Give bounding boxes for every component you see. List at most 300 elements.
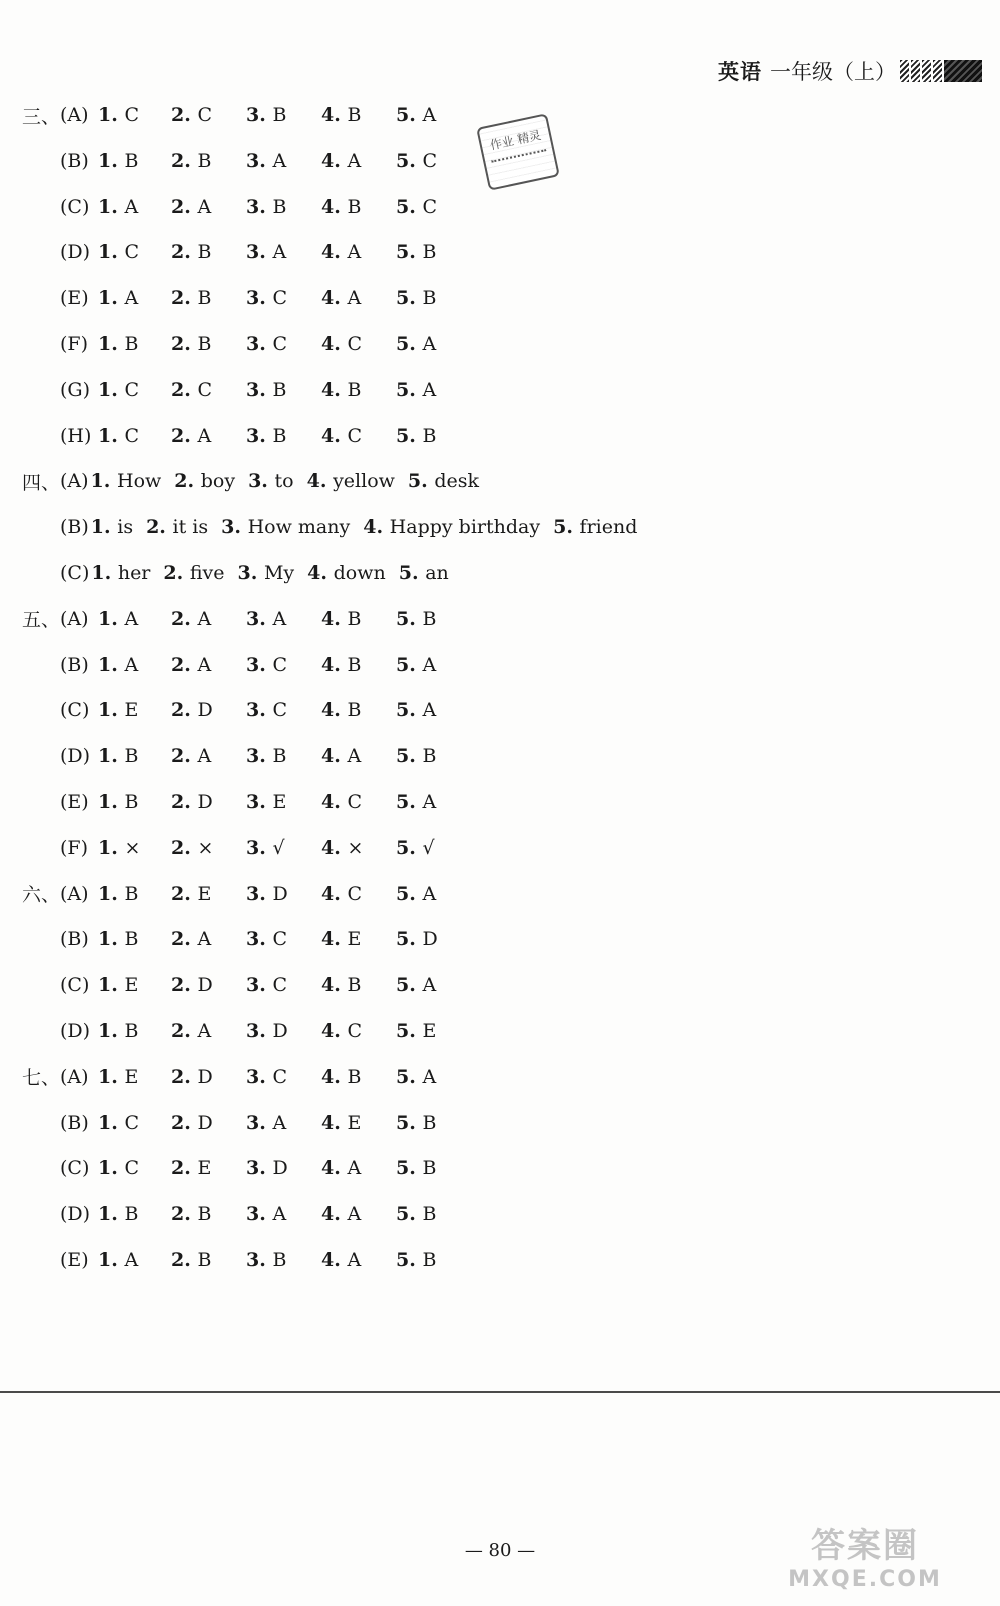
answer-item: 2. it is	[146, 516, 209, 539]
answer-item: 5. A	[396, 653, 437, 676]
subsection-label: (B)	[60, 149, 89, 172]
answer-item: 5. B	[396, 1249, 437, 1271]
answer-item: 4. B	[321, 699, 362, 722]
answer-item: 4. C	[321, 882, 362, 905]
answer-text: My	[263, 562, 295, 584]
answer-row	[22, 1108, 722, 1138]
answer-item: 4. B	[321, 653, 362, 676]
answer-item: 2. D	[171, 699, 213, 722]
answer-item: 4. B	[321, 1065, 362, 1088]
answer-item: 2. A	[171, 195, 212, 218]
answer-row	[22, 421, 722, 451]
answer-item: 4. A	[321, 745, 362, 768]
answer-text: E	[347, 928, 362, 951]
answer-item: 3. C	[246, 699, 287, 722]
answer-item: 5. E	[396, 1020, 437, 1042]
section-number: 六、	[22, 884, 61, 907]
answer-text: an	[425, 562, 449, 584]
answer-item: 5. B	[396, 607, 437, 630]
answer-item: 4. E	[321, 928, 362, 951]
answer-item: 4. E	[321, 1111, 362, 1134]
answer-row	[22, 1062, 722, 1092]
subsection-label: (F)	[60, 836, 89, 859]
answer-item: 1. C	[98, 1111, 139, 1134]
answer-text: A	[197, 1020, 212, 1042]
answer-text: B	[197, 1249, 212, 1271]
answer-item: 3. B	[246, 1249, 287, 1271]
answer-text: D	[197, 791, 213, 813]
answer-text: B	[272, 378, 287, 401]
answer-text: A	[422, 104, 437, 126]
answer-item: 1. A	[98, 195, 139, 218]
answer-text: B	[272, 195, 287, 218]
answer-text: C	[124, 378, 139, 401]
answer-text: C	[272, 287, 287, 310]
answer-item: 4. A	[321, 287, 362, 310]
answer-text: desk	[434, 470, 480, 493]
answer-text: E	[422, 1020, 437, 1042]
answer-item: 4. C	[321, 1020, 362, 1042]
answer-text: C	[347, 333, 362, 355]
answer-item: 5. B	[396, 1111, 437, 1134]
subsection-label: (B)	[60, 1111, 89, 1134]
answer-item: 3. C	[246, 974, 287, 997]
subsection-label: (E)	[60, 791, 89, 813]
answer-item: 5. desk	[407, 470, 480, 493]
answer-item: 3. A	[246, 1203, 287, 1226]
answer-text: B	[197, 287, 212, 310]
answer-text: D	[197, 1065, 213, 1088]
answer-item: 2. B	[171, 287, 212, 310]
answer-item: 2. A	[171, 1020, 212, 1042]
answer-text: C	[272, 699, 287, 722]
subsection-label: (H)	[60, 424, 92, 447]
subsection-label: (C)	[60, 195, 90, 218]
answer-text: A	[197, 653, 212, 676]
answer-item: 2. B	[171, 241, 212, 264]
answer-text: B	[124, 791, 139, 813]
answer-text: B	[197, 1203, 212, 1226]
answer-text: B	[124, 882, 139, 905]
answer-text: five	[189, 562, 225, 584]
answer-item: 5. A	[396, 882, 437, 905]
answer-text: B	[197, 241, 212, 264]
answer-item: 2. C	[171, 104, 212, 126]
answer-item: 3. C	[246, 928, 287, 951]
subsection-label: (A)	[60, 104, 89, 126]
answer-text: B	[272, 745, 287, 768]
watermark-text: 答案圈	[811, 1526, 919, 1566]
answer-item: 4. A	[321, 1157, 362, 1180]
answer-row	[22, 970, 722, 1000]
grade-label: 一年级（上）	[770, 60, 896, 84]
answer-text: B	[422, 1111, 437, 1134]
header-pattern-decoration	[900, 60, 982, 82]
answer-text: A	[422, 791, 437, 813]
answer-item: 5. B	[396, 287, 437, 310]
answer-item: 5. C	[396, 149, 437, 172]
answer-item: 3. C	[246, 287, 287, 310]
answer-item: 2. E	[171, 1157, 212, 1180]
answer-row	[22, 1153, 722, 1183]
answer-text: C	[124, 424, 139, 447]
answer-text: B	[347, 1065, 362, 1088]
answer-item: 5. A	[396, 378, 437, 401]
answer-item: 1. E	[98, 699, 139, 722]
answer-text: friend	[579, 516, 638, 539]
answer-row	[22, 604, 722, 634]
answer-item: 4. A	[321, 241, 362, 264]
answer-text: √	[272, 836, 285, 859]
subsection-label: (D)	[60, 745, 91, 768]
answer-item: 5. an	[398, 562, 449, 584]
answer-text: down	[333, 562, 386, 584]
answer-text: C	[124, 1157, 139, 1180]
answer-text: C	[272, 653, 287, 676]
answer-text: A	[347, 1249, 362, 1271]
subsection-label: (D)	[60, 241, 91, 264]
section-number: 四、	[22, 471, 61, 494]
footer-divider	[0, 1391, 1000, 1393]
answer-row	[22, 192, 722, 222]
page-header	[718, 56, 982, 86]
subsection-label: (A)	[60, 882, 89, 905]
answer-item: 5. B	[396, 424, 437, 447]
watermark-url: MXQE.COM	[788, 1567, 942, 1592]
answer-row	[22, 283, 722, 313]
answer-row	[22, 924, 722, 954]
answer-text: B	[422, 287, 437, 310]
answer-item: 2. C	[171, 378, 212, 401]
answer-row	[22, 512, 722, 542]
answer-row	[22, 1199, 722, 1229]
subject-title: 英语	[718, 60, 762, 84]
answer-item: 3. A	[246, 241, 287, 264]
answer-text: A	[272, 241, 287, 264]
answer-row	[22, 1245, 722, 1275]
answer-item: 1. ×	[98, 836, 141, 859]
answer-text: B	[272, 424, 287, 447]
answer-text: A	[422, 333, 437, 355]
answer-item: 3. to	[248, 470, 294, 493]
answer-text: A	[197, 745, 212, 768]
answer-text: E	[197, 1157, 212, 1180]
answer-item: 4. B	[321, 195, 362, 218]
answer-text: D	[197, 1111, 213, 1134]
answer-item: 5. B	[396, 1157, 437, 1180]
answer-item: 4. B	[321, 974, 362, 997]
answer-item: 2. A	[171, 745, 212, 768]
answer-text: D	[197, 974, 213, 997]
section-number: 三、	[22, 105, 61, 128]
answer-text: C	[197, 104, 212, 126]
answer-text: A	[272, 1111, 287, 1134]
answer-text: C	[272, 1065, 287, 1088]
answer-text: B	[124, 1020, 139, 1042]
answer-text: A	[197, 928, 212, 951]
answer-text: A	[124, 287, 139, 310]
subsection-label: (G)	[60, 378, 91, 401]
answer-text: B	[422, 745, 437, 768]
answer-row	[22, 146, 722, 176]
answer-text: A	[197, 607, 212, 630]
subsection-label: (F)	[60, 333, 89, 355]
answer-row	[22, 833, 722, 863]
subsection-label: (D)	[60, 1203, 91, 1226]
answer-text: D	[272, 882, 288, 905]
answer-item: 2. D	[171, 791, 213, 813]
answer-text: B	[422, 424, 437, 447]
answer-text: E	[347, 1111, 362, 1134]
answer-item: 5. D	[396, 928, 438, 951]
answer-item: 3. E	[246, 791, 287, 813]
answer-item: 1. A	[98, 653, 139, 676]
answer-text: E	[197, 882, 212, 905]
answer-item: 1. E	[98, 974, 139, 997]
answer-item: 4. C	[321, 424, 362, 447]
answer-item: 3. B	[246, 195, 287, 218]
answer-text: it is	[172, 516, 209, 539]
answer-row	[22, 466, 722, 496]
subsection-label: (E)	[60, 287, 89, 310]
answer-item: 3. A	[246, 607, 287, 630]
answer-item: 3. D	[246, 882, 288, 905]
answer-text: ×	[124, 836, 141, 859]
answer-item: 5. A	[396, 974, 437, 997]
subsection-label: (D)	[60, 1020, 91, 1042]
answer-text: ×	[347, 836, 364, 859]
answer-text: C	[272, 974, 287, 997]
answer-item: 2. ×	[171, 836, 214, 859]
answer-item: 1. B	[98, 149, 139, 172]
answer-row	[22, 879, 722, 909]
answer-item: 1. B	[98, 928, 139, 951]
answer-text: E	[124, 974, 139, 997]
answer-text: C	[347, 791, 362, 813]
watermark-logo	[750, 1518, 980, 1592]
answer-item: 5. friend	[553, 516, 638, 539]
answer-text: A	[272, 607, 287, 630]
answer-text: B	[124, 149, 139, 172]
subsection-label: (C)	[60, 699, 90, 722]
answer-item: 1. B	[98, 882, 139, 905]
answer-text: A	[197, 424, 212, 447]
answer-item: 1. How	[90, 470, 162, 493]
answer-text: A	[124, 653, 139, 676]
answer-item: 3. C	[246, 333, 287, 355]
answer-item: 1. is	[90, 516, 134, 539]
answer-text: D	[422, 928, 438, 951]
answer-item: 4. A	[321, 1203, 362, 1226]
answer-text: B	[124, 745, 139, 768]
answer-text: A	[422, 653, 437, 676]
subsection-label: (C)	[60, 1157, 90, 1180]
answer-text: B	[347, 974, 362, 997]
answer-text: A	[347, 149, 362, 172]
answer-row	[22, 787, 722, 817]
answer-text: B	[347, 607, 362, 630]
answer-item: 5. A	[396, 1065, 437, 1088]
answer-item: 4. C	[321, 791, 362, 813]
answer-item: 5. B	[396, 745, 437, 768]
answer-text: C	[272, 928, 287, 951]
answer-text: D	[197, 699, 213, 722]
answer-text: D	[272, 1020, 288, 1042]
answer-text: B	[272, 104, 287, 126]
answer-row	[22, 1016, 722, 1046]
answer-text: is	[117, 516, 134, 539]
answer-item: 4. A	[321, 149, 362, 172]
answer-text: C	[124, 1111, 139, 1134]
answer-text: A	[347, 241, 362, 264]
answer-text: A	[422, 699, 437, 722]
answer-item: 5. B	[396, 1203, 437, 1226]
answer-item: 3. B	[246, 745, 287, 768]
answer-text: A	[347, 1203, 362, 1226]
answer-item: 2. B	[171, 333, 212, 355]
answer-row	[22, 741, 722, 771]
answer-text: A	[272, 1203, 287, 1226]
answer-text: C	[347, 424, 362, 447]
answer-text: B	[422, 1157, 437, 1180]
answer-row	[22, 375, 722, 405]
answer-item: 3. My	[237, 562, 295, 584]
answer-item: 3. C	[246, 653, 287, 676]
answer-row	[22, 237, 722, 267]
answer-text: C	[272, 333, 287, 355]
answer-item: 3. √	[246, 836, 285, 859]
answer-item: 2. A	[171, 607, 212, 630]
answer-text: B	[422, 607, 437, 630]
answer-text: D	[272, 1157, 288, 1180]
answer-item: 1. C	[98, 378, 139, 401]
subsection-label: (A)	[60, 470, 89, 493]
answer-item: 2. B	[171, 1203, 212, 1226]
answer-item: 3. B	[246, 424, 287, 447]
answer-item: 2. D	[171, 1111, 213, 1134]
subsection-label: (B)	[60, 928, 89, 951]
answer-item: 5. A	[396, 791, 437, 813]
answer-text: C	[197, 378, 212, 401]
answer-item: 4. C	[321, 333, 362, 355]
answer-text: C	[422, 195, 437, 218]
answer-text: yellow	[333, 470, 395, 493]
answer-item: 3. A	[246, 149, 287, 172]
answer-item: 3. A	[246, 1111, 287, 1134]
answer-text: C	[422, 149, 437, 172]
answer-item: 5. C	[396, 195, 437, 218]
answer-text: A	[347, 287, 362, 310]
answer-text: A	[422, 882, 437, 905]
answer-text: A	[422, 974, 437, 997]
answer-row	[22, 100, 722, 130]
answer-text: A	[347, 1157, 362, 1180]
answer-item: 3. B	[246, 104, 287, 126]
answer-item: 2. five	[163, 562, 225, 584]
answer-item: 1. A	[98, 287, 139, 310]
answer-text: A	[124, 607, 139, 630]
answer-item: 1. B	[98, 745, 139, 768]
section-number: 五、	[22, 609, 61, 632]
subsection-label: (B)	[60, 653, 89, 676]
answer-text: B	[347, 699, 362, 722]
answer-item: 1. B	[98, 1020, 139, 1042]
answer-item: 5. A	[396, 333, 437, 355]
subsection-label: (C)	[60, 562, 90, 584]
answer-text: C	[347, 882, 362, 905]
answer-item: 2. A	[171, 653, 212, 676]
answer-item: 5. A	[396, 104, 437, 126]
answer-item: 1. C	[98, 241, 139, 264]
answer-item: 4. B	[321, 378, 362, 401]
answer-item: 1. E	[98, 1065, 139, 1088]
page-number: — 80 —	[464, 1540, 536, 1561]
answer-item: 1. A	[98, 1249, 139, 1271]
answer-item: 1. her	[91, 562, 151, 584]
answer-item: 5. √	[396, 836, 435, 859]
answer-text: B	[347, 378, 362, 401]
answer-text: A	[124, 195, 139, 218]
subsection-label: (B)	[60, 516, 89, 539]
answer-item: 1. B	[98, 791, 139, 813]
answer-text: B	[124, 928, 139, 951]
answer-text: B	[422, 241, 437, 264]
answer-item: 3. B	[246, 378, 287, 401]
answer-item: 4. B	[321, 104, 362, 126]
answer-text: A	[124, 1249, 139, 1271]
answer-item: 2. D	[171, 974, 213, 997]
answer-text: ×	[197, 836, 214, 859]
answer-item: 4. ×	[321, 836, 364, 859]
answer-text: to	[274, 470, 294, 493]
answer-text: A	[422, 378, 437, 401]
answer-row	[22, 558, 722, 588]
answer-item: 3. D	[246, 1157, 288, 1180]
answer-text: B	[347, 104, 362, 126]
answer-text: C	[124, 104, 139, 126]
answer-item: 3. D	[246, 1020, 288, 1042]
answer-row	[22, 695, 722, 725]
answer-item: 4. down	[307, 562, 386, 584]
answer-text: C	[347, 1020, 362, 1042]
answer-item: 1. C	[98, 1157, 139, 1180]
answer-item: 2. A	[171, 424, 212, 447]
answer-text: B	[197, 149, 212, 172]
answer-text: E	[272, 791, 287, 813]
answer-text: E	[124, 1065, 139, 1088]
answer-text: A	[197, 195, 212, 218]
answer-text: How	[117, 470, 162, 493]
answer-text: B	[197, 333, 212, 355]
answer-text: her	[117, 562, 151, 584]
answer-item: 3. How many	[221, 516, 351, 539]
answer-text: B	[272, 1249, 287, 1271]
answer-item: 2. D	[171, 1065, 213, 1088]
answer-text: How many	[247, 516, 351, 539]
answer-row	[22, 329, 722, 359]
answer-text: B	[347, 195, 362, 218]
answer-text: boy	[200, 470, 236, 493]
answer-text: A	[422, 1065, 437, 1088]
subsection-label: (C)	[60, 974, 90, 997]
subsection-label: (A)	[60, 1065, 89, 1088]
answer-item: 5. A	[396, 699, 437, 722]
answer-text: E	[124, 699, 139, 722]
answer-text: √	[422, 836, 435, 859]
answer-item: 4. Happy birthday	[363, 516, 541, 539]
answer-item: 2. B	[171, 149, 212, 172]
answer-item: 4. B	[321, 607, 362, 630]
